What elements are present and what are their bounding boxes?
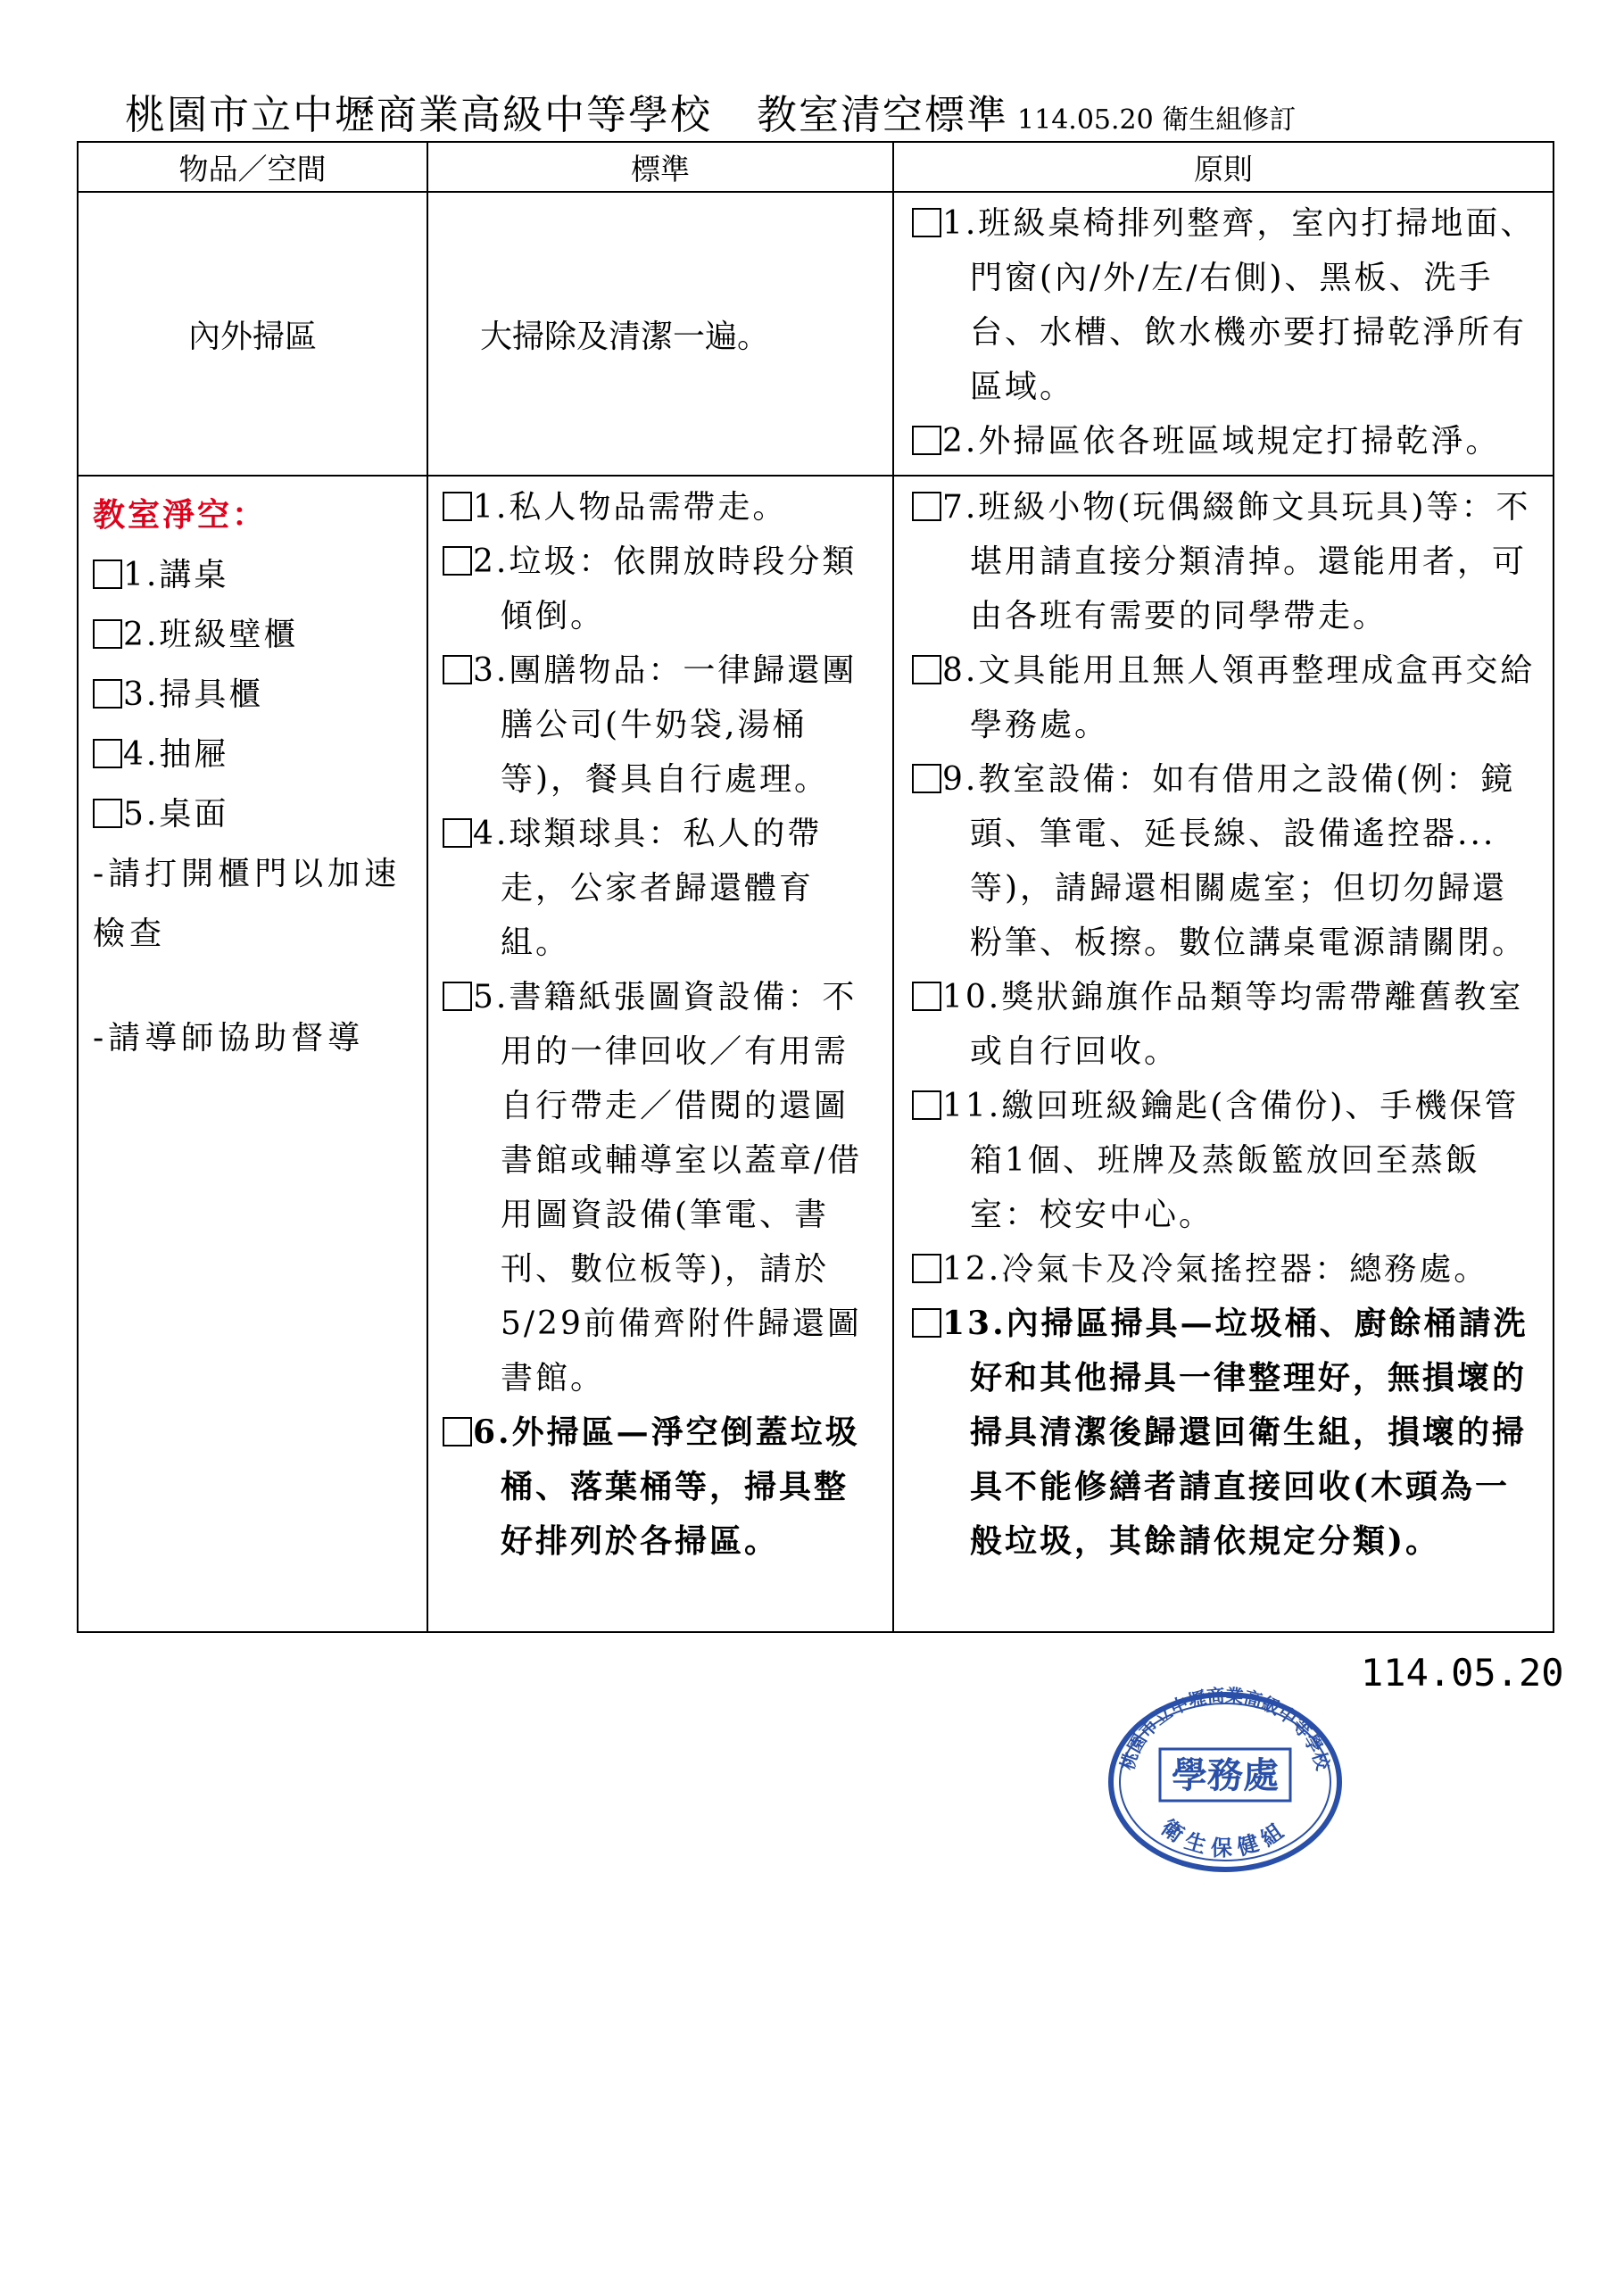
checklist-item (894, 196, 1553, 414)
checklist-item (93, 665, 427, 725)
header-principle: 原則 (893, 142, 1554, 192)
document-name: 教室清空標準 (757, 91, 1009, 138)
note-open-cabinet: -請打開櫃門以加速檢查 (93, 856, 402, 952)
checkbox[interactable] (443, 655, 472, 684)
principle-text: 13.內掃區掃具—垃圾桶、廚餘桶請洗好和其他掃具一律整理好，無損壞的掃具清潔後歸還回衛生組，損壞的掃具不能修繕者請直接回收(木頭為一般垃圾，其餘請依規定分類)。 (942, 1305, 1529, 1560)
row1-item-text: 內外掃區 (187, 318, 317, 355)
checkbox[interactable] (912, 1090, 941, 1120)
checklist-item (894, 1242, 1553, 1297)
checklist-item (428, 480, 892, 535)
item-label: 4.抽屜 (123, 736, 229, 773)
checkbox[interactable] (443, 982, 472, 1011)
checkbox[interactable] (93, 559, 122, 589)
checklist-item (93, 605, 427, 665)
standard-text: 1.私人物品需帶走。 (473, 489, 788, 526)
item-label: 3.掃具櫃 (123, 676, 264, 713)
row1-standard (427, 192, 893, 476)
checklist-item (428, 807, 892, 970)
item-label: 2.班級壁櫃 (123, 617, 299, 653)
checkbox[interactable] (443, 818, 472, 848)
checkbox[interactable] (93, 799, 122, 828)
row1-item (78, 192, 427, 476)
checkbox[interactable] (912, 764, 941, 793)
checkbox[interactable] (443, 1417, 472, 1446)
checkbox[interactable] (93, 739, 122, 768)
checkbox[interactable] (912, 655, 941, 684)
principle-text: 10.獎狀錦旗作品類等均需帶離舊教室或自行回收。 (942, 979, 1524, 1070)
checkbox[interactable] (443, 492, 472, 521)
row2-standards (427, 476, 893, 1632)
seal-center-text: 學務處 (1172, 1754, 1279, 1796)
seal-bottom-text: 衛生保健組 (1156, 1813, 1294, 1861)
row2-item (78, 476, 427, 1632)
standard-text: 3.團膳物品：一律歸還團膳公司(牛奶袋,湯桶等)，餐具自行處理。 (473, 652, 858, 798)
row2-principles (893, 476, 1554, 1632)
standard-text: 5.書籍紙張圖資設備：不用的一律回收／有用需自行帶走／借閱的還圖書館或輔導室以蓋章/借用圖資設備(筆電、書刊、數位板等)，請於5/29前備齊附件歸還圖書館。 (473, 979, 863, 1397)
principle-text: 11.繳回班級鑰匙(含備份)、手機保管箱1個、班牌及蒸飯籃放回至蒸飯室：校安中心。 (942, 1088, 1520, 1233)
checklist-item (428, 643, 892, 807)
checklist-item (894, 1079, 1553, 1242)
checklist-item (894, 643, 1553, 752)
checklist-item (93, 545, 427, 605)
checkbox[interactable] (912, 426, 941, 455)
checkbox[interactable] (912, 208, 941, 237)
checkbox[interactable] (443, 546, 472, 576)
header-standard: 標準 (427, 142, 893, 192)
checklist-item (428, 970, 892, 1405)
document-title (125, 82, 1296, 140)
standard-text: 2.垃圾：依開放時段分類傾倒。 (473, 543, 858, 634)
checklist-item (428, 535, 892, 643)
principle-text: 2.外掃區依各班區域規定打掃乾淨。 (942, 423, 1501, 460)
seal-outer-text: 桃園市立中壢商業高級中等學校 (1116, 1684, 1334, 1773)
checklist-item (93, 784, 427, 844)
checkbox[interactable] (93, 679, 122, 709)
revision-note: 114.05.20 衛生組修訂 (1017, 104, 1297, 136)
checkbox[interactable] (912, 1254, 941, 1283)
principle-text: 7.班級小物(玩偶綴飾文具玩具)等：不堪用請直接分類清掉。還能用者，可由各班有需要的同學帶走。 (942, 489, 1531, 634)
standard-text: 6.外掃區—淨空倒蓋垃圾桶、落葉桶等，掃具整好排列於各掃區。 (473, 1413, 860, 1560)
principle-text: 8.文具能用且無人領再整理成盒再交給學務處。 (942, 652, 1536, 743)
checklist-item (894, 752, 1553, 970)
standard-text: 4.球類球具：私人的帶走，公家者歸還體育組。 (473, 816, 823, 961)
checklist-item (894, 480, 1553, 643)
checklist-item (894, 970, 1553, 1079)
checklist-item (93, 725, 427, 784)
checkbox[interactable] (912, 982, 941, 1011)
office-seal (1096, 1679, 1355, 1876)
checkbox[interactable] (912, 1308, 941, 1338)
checklist-item (428, 1405, 892, 1569)
row1-principles (893, 192, 1554, 476)
clear-heading: 教室淨空： (93, 496, 268, 534)
item-label: 5.桌面 (123, 796, 229, 833)
checkbox[interactable] (912, 492, 941, 521)
item-label: 1.講桌 (123, 557, 229, 593)
checkbox[interactable] (93, 619, 122, 649)
checklist-item (894, 1297, 1553, 1569)
principle-text: 12.冷氣卡及冷氣搖控器：總務處。 (942, 1251, 1489, 1288)
row1-standard-text: 大掃除及清潔一遍。 (480, 318, 770, 355)
checklist-item (894, 414, 1553, 468)
principle-text: 9.教室設備：如有借用之設備(例：鏡頭、筆電、延長線、設備遙控器...等)，請歸還相關處室；但切勿歸還粉筆、板擦。數位講桌電源請關閉。 (942, 761, 1528, 961)
principle-text: 1.班級桌椅排列整齊，室內打掃地面、門窗(內/外/左/右側)、黑板、洗手台、水槽、飲水機亦要打掃乾淨所有區域。 (942, 205, 1536, 405)
header-item: 物品／空間 (78, 142, 427, 192)
school-name: 桃園市立中壢商業高級中等學校 (125, 91, 713, 138)
footer-date: 114.05.20 (1361, 1651, 1564, 1695)
standards-table (77, 141, 1554, 1633)
note-teacher: -請導師協助督導 (93, 1020, 365, 1057)
